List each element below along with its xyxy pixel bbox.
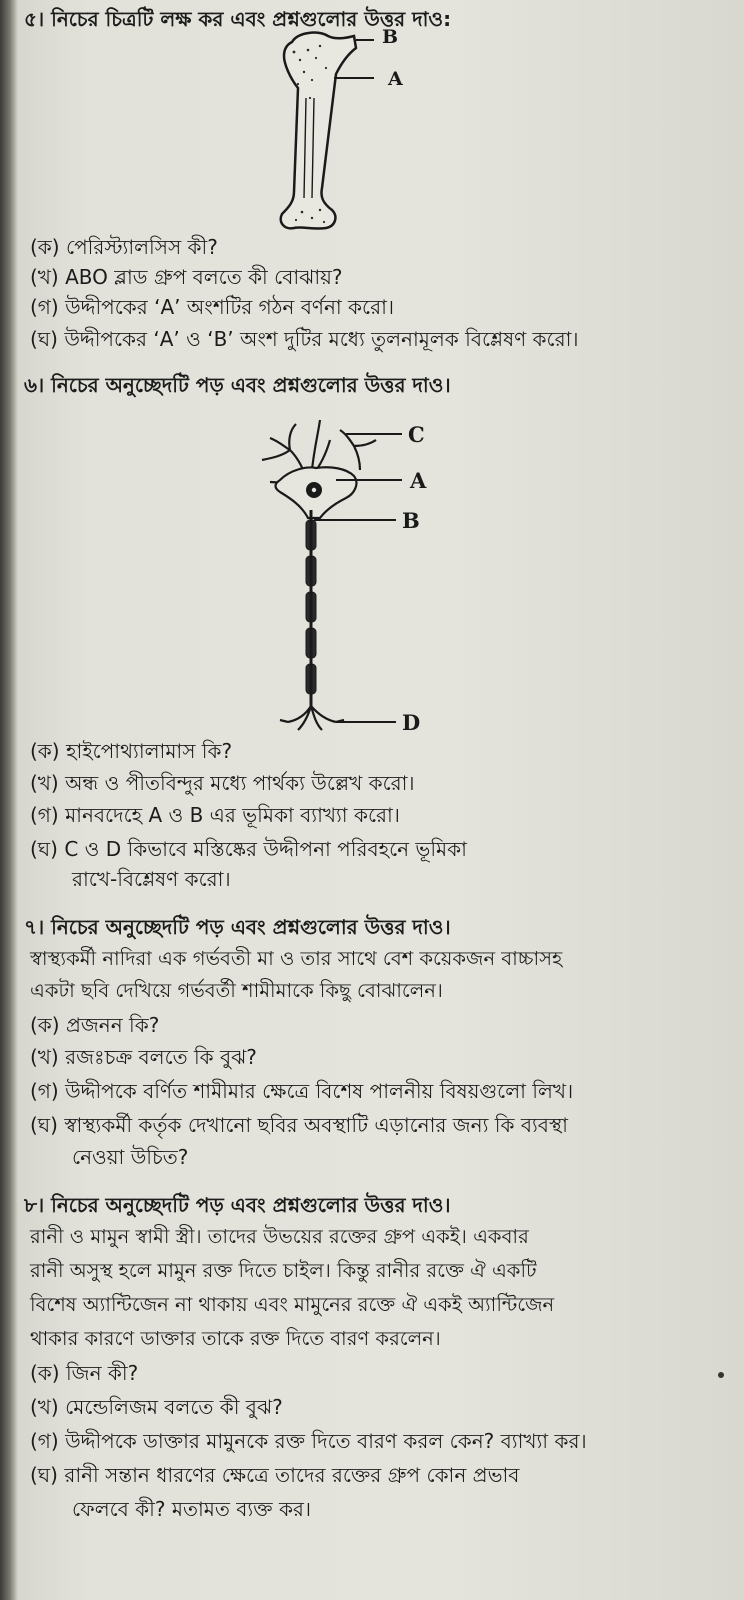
q7-passage-line-1: স্বাস্থ্যকর্মী নাদিরা এক গর্ভবতী মা ও তার সাথে বেশ কয়েকজন বাচ্চাসহ [30, 947, 563, 970]
q8-item-kha: (খ) মেন্ডেলিজম বলতে কী বুঝ? [30, 1395, 283, 1419]
neuron-label-a: A [410, 468, 427, 493]
q7-item-ga: (গ) উদ্দীপকে বর্ণিত শামীমার ক্ষেত্রে বিশেষ পালনীয় বিষয়গুলো লিখ। [30, 1079, 574, 1103]
q6-item-ka: (ক) হাইপোথ্যালামাস কি? [30, 739, 233, 763]
bone-label-b: B [382, 26, 399, 48]
bone-label-a: A [388, 68, 403, 90]
q6-item-gha-cont: রাখে-বিশ্লেষণ করো। [72, 867, 231, 891]
q5-item-ga: (গ) উদ্দীপকের ‘A’ অংশটির গঠন বর্ণনা করো। [30, 295, 395, 319]
q8-passage-line-3: বিশেষ অ্যান্টিজেন না থাকায় এবং মামুনের রক্তে ঐ একই অ্যান্টিজেন [30, 1293, 555, 1316]
q6-heading: ৬। নিচের অনুচ্ছেদটি পড় এবং প্রশ্নগুলোর উত্তর দাও। [24, 373, 451, 397]
neuron-label-c: C [408, 422, 425, 447]
q5-item-ka: (ক) পেরিস্ট্যালসিস কী? [30, 235, 218, 259]
q7-item-kha: (খ) রজঃচক্র বলতে কি বুঝ? [30, 1045, 257, 1069]
neuron-label-b: B [402, 508, 420, 533]
q7-item-gha-cont: নেওয়া উচিত? [72, 1145, 189, 1169]
q7-passage-line-2: একটা ছবি দেখিয়ে গর্ভবর্তী শামীমাকে কিছু বোঝালেন। [30, 979, 443, 1002]
neuron-label-d: D [402, 710, 421, 735]
q7-item-ka: (ক) প্রজনন কি? [30, 1013, 160, 1037]
q8-item-ga: (গ) উদ্দীপকে ডাক্তার মামুনকে রক্ত দিতে বারণ করল কেন? ব্যাখ্যা কর। [30, 1429, 587, 1453]
q8-item-ka: (ক) জিন কী? [30, 1361, 139, 1385]
q6-item-gha: (ঘ) C ও D কিভাবে মস্তিষ্কের উদ্দীপনা পরিবহনে ভূমিকা [30, 837, 467, 861]
q8-passage-line-2: রানী অসুস্থ হলে মামুন রক্ত দিতে চাইল। কিন্তু রানীর রক্তে ঐ একটি [30, 1259, 537, 1282]
q5-item-gha: (ঘ) উদ্দীপকের ‘A’ ও ‘B’ অংশ দুটির মধ্যে তুলনামূলক বিশ্লেষণ করো। [30, 327, 579, 351]
q8-item-gha-cont: ফেলবে কী? মতামত ব্যক্ত কর। [72, 1497, 312, 1521]
q7-heading: ৭। নিচের অনুচ্ছেদটি পড় এবং প্রশ্নগুলোর উত্তর দাও। [24, 915, 451, 939]
q5-item-kha: (খ) ABO ব্লাড গ্রুপ বলতে কী বোঝায়? [30, 265, 343, 289]
q8-passage-line-4: থাকার কারণে ডাক্তার তাকে রক্ত দিতে বারণ করলেন। [30, 1327, 441, 1350]
q8-heading: ৮। নিচের অনুচ্ছেদটি পড় এবং প্রশ্নগুলোর উত্তর দাও। [24, 1193, 451, 1217]
neuron-diagram [250, 410, 430, 740]
q6-item-kha: (খ) অন্ধ ও পীতবিন্দুর মধ্যে পার্থক্য উল্লেখ করো। [30, 771, 415, 795]
q6-item-ga: (গ) মানবদেহে A ও B এর ভূমিকা ব্যাখ্যা করো। [30, 803, 400, 827]
q8-item-gha: (ঘ) রানী সন্তান ধারণের ক্ষেত্রে তাদের রক্তের গ্রুপ কোন প্রভাব [30, 1463, 520, 1487]
page-shadow-edge [0, 0, 18, 1600]
stray-dot [718, 1372, 724, 1378]
bone-diagram [250, 28, 420, 238]
q7-item-gha: (ঘ) স্বাস্থ্যকর্মী কর্তৃক দেখানো ছবির অবস্থাটি এড়ানোর জন্য কি ব্যবস্থা [30, 1113, 568, 1137]
q5-heading: ৫। নিচের চিত্রটি লক্ষ কর এবং প্রশ্নগুলোর উত্তর দাও: [24, 7, 452, 31]
q8-passage-line-1: রানী ও মামুন স্বামী স্ত্রী। তাদের উভয়ের রক্তের গ্রুপ একই। একবার [30, 1225, 529, 1248]
